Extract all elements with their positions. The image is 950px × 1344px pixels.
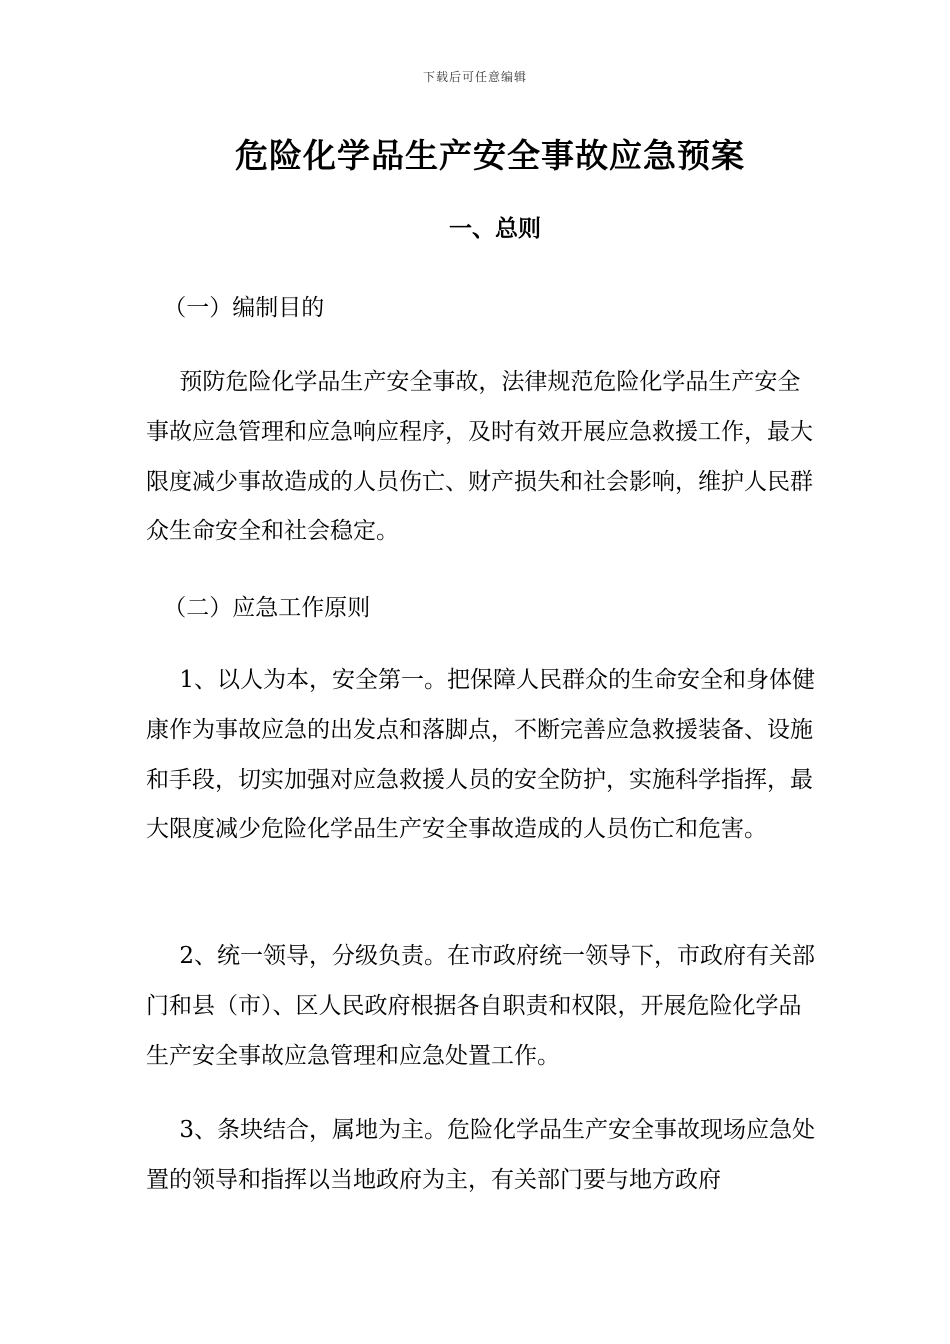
principle-paragraph: 2、统一领导，分级负责。在市政府统一领导下，市政府有关部门和县（市）、区人民政府根据各自职责和权限，开展危险化学品生产安全事故应急管理和应急处置工作。 [146, 943, 815, 1069]
principle-paragraph: 1、以人为本，安全第一。把保障人民群众的生命安全和身体健康作为事故应急的出发点和落脚点，不断完善应急救援装备、设施和手段，切实加强对应急救援人员的安全防护，实施科学指挥，最大限度减少危险化学品生产安全事故造成的人员伤亡和危害。 [146, 667, 815, 843]
purpose-block [146, 358, 818, 557]
principle-2-block [146, 932, 818, 1081]
subsection-2-block [146, 584, 818, 634]
header-note: 下载后可任意编辑 [422, 70, 527, 84]
principle-paragraph: 3、条块结合，属地为主。危险化学品生产安全事故现场应急处置的领导和指挥以当地政府为主，有关部门要与地方政府 [146, 1117, 815, 1193]
document-title: 危险化学品生产安全事故应急预案 [235, 136, 745, 175]
principle-3-block [146, 1106, 818, 1206]
subsection-heading: （二）应急工作原则 [163, 595, 371, 621]
subsection-1-block [146, 284, 818, 334]
section-heading: 一、总则 [449, 215, 541, 242]
principle-1-block [146, 656, 818, 855]
subsection-heading: （一）编制目的 [163, 295, 325, 321]
purpose-paragraph: 预防危险化学品生产安全事故，法律规范危险化学品生产安全事故应急管理和应急响应程序，及时有效开展应急救援工作，最大限度减少事故造成的人员伤亡、财产损失和社会影响，维护人民群众生命安全和社会稳定。 [146, 369, 813, 545]
